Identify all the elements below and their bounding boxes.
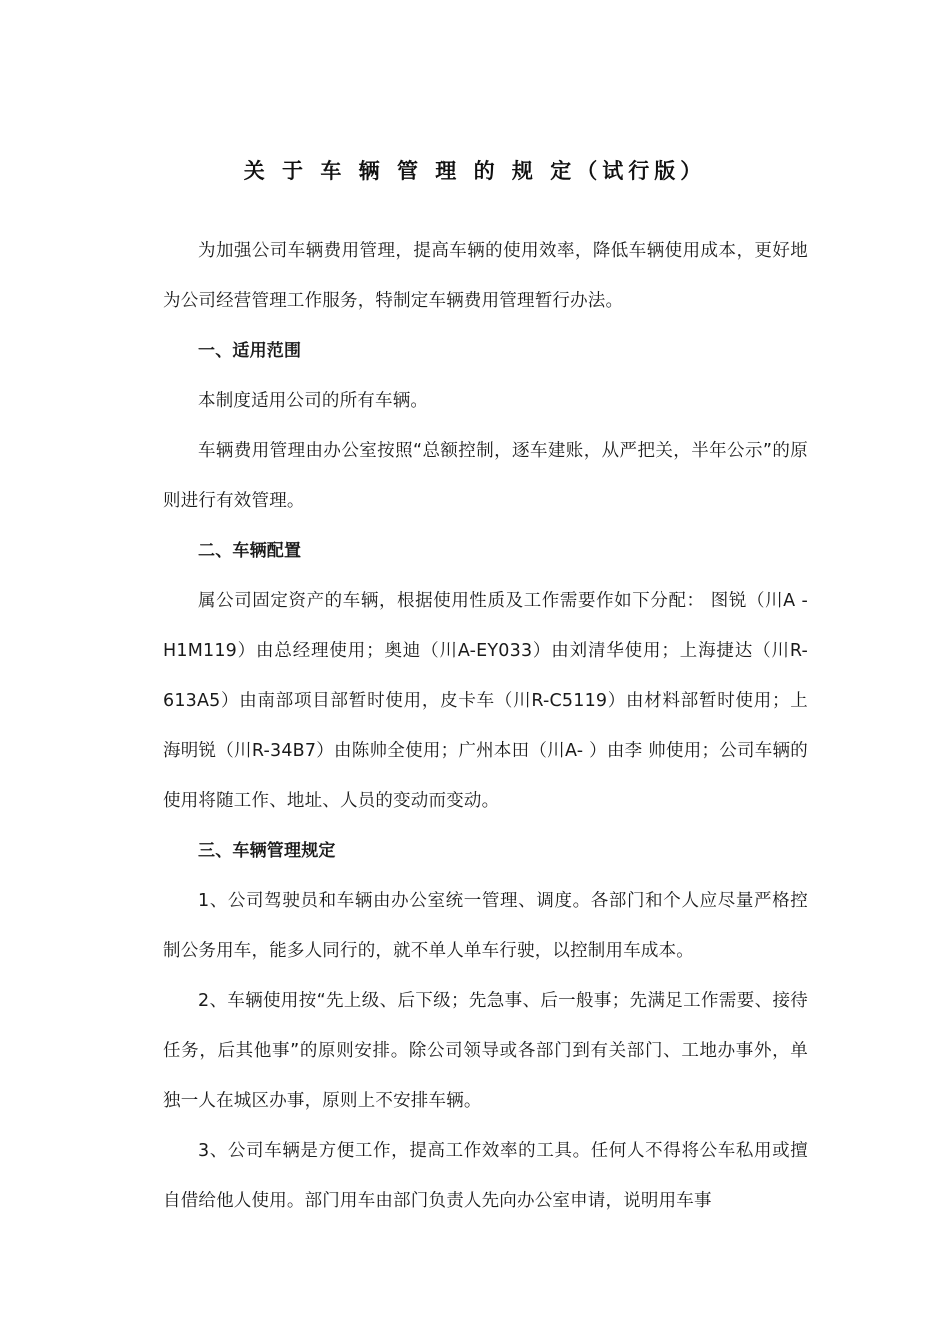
paragraph: 2、车辆使用按“先上级、后下级；先急事、后一般事；先满足工作需要、接待任务，后其他事”的原则安排。除公司领导或各部门到有关部门、工地办事外，单独一人在城区办事，原则上不安排车辆。 <box>163 991 808 1111</box>
section-heading: 三、车辆管理规定 <box>198 841 336 861</box>
section-heading: 二、车辆配置 <box>198 541 302 561</box>
document-body <box>163 226 808 1226</box>
section-heading: 一、适用范围 <box>198 341 302 361</box>
document-title: 关 于 车 辆 管 理 的 规 定（试行版） <box>243 159 707 183</box>
paragraph: 1、公司驾驶员和车辆由办公室统一管理、调度。各部门和个人应尽量严格控制公务用车，能多人同行的，就不单人单车行驶，以控制用车成本。 <box>163 891 808 961</box>
paragraph: 属公司固定资产的车辆，根据使用性质及工作需要作如下分配： 图锐（川A - H1M119）由总经理使用；奥迪（川A-EY033）由刘清华使用；上海捷达（川R-613A5）由南部项目部暂时使用，皮卡车（川R-C5119）由材料部暂时使用；上海明锐（川R-34B7）由陈帅全使用；广州本田（川A- ）由李 帅使用；公司车辆的使用将随工作、地址、人员的变动而变动。 <box>163 591 808 811</box>
paragraph: 为加强公司车辆费用管理，提高车辆的使用效率，降低车辆使用成本，更好地为公司经营管理工作服务，特制定车辆费用管理暂行办法。 <box>163 241 808 311</box>
paragraph: 本制度适用公司的所有车辆。 <box>198 391 429 411</box>
paragraph: 车辆费用管理由办公室按照“总额控制，逐车建账，从严把关，半年公示”的原则进行有效管理。 <box>163 441 808 511</box>
paragraph: 3、公司车辆是方便工作，提高工作效率的工具。任何人不得将公车私用或擅自借给他人使用。部门用车由部门负责人先向办公室申请，说明用车事 <box>163 1141 808 1211</box>
